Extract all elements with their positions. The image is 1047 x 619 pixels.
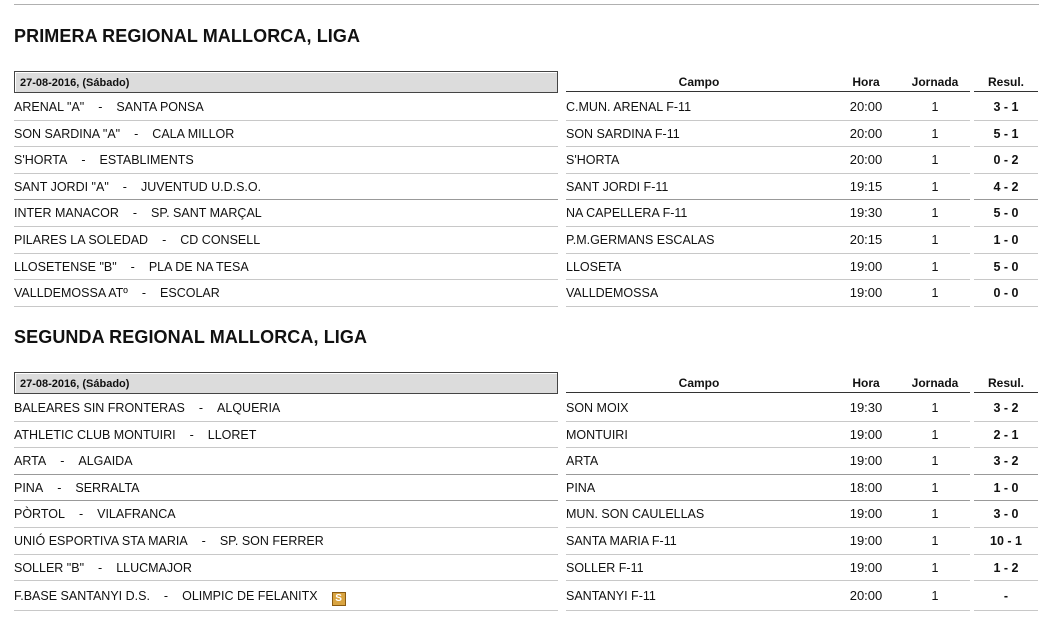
- table-row: [14, 448, 1039, 475]
- away-team: ESCOLAR: [160, 286, 220, 301]
- header-jornada: Jornada: [900, 376, 970, 393]
- home-team: PÒRTOL: [14, 507, 65, 522]
- table-row: [14, 280, 1039, 307]
- home-team: INTER MANACOR: [14, 206, 119, 221]
- jornada-cell: 1: [900, 395, 970, 422]
- jornada-cell: 1: [900, 581, 970, 611]
- away-team: ESTABLIMENTS: [99, 153, 194, 168]
- jornada-cell: 1: [900, 174, 970, 201]
- team-separator: -: [130, 259, 135, 274]
- match-teams[interactable]: [14, 200, 558, 227]
- resul-cell: 3 - 0: [974, 501, 1038, 528]
- jornada-cell: 1: [900, 200, 970, 227]
- jornada-cell: 1: [900, 422, 970, 449]
- away-team: SERRALTA: [75, 480, 140, 495]
- match-teams[interactable]: [14, 254, 558, 281]
- campo-cell: VALLDEMOSSA: [566, 280, 832, 307]
- match-teams[interactable]: [14, 555, 558, 582]
- campo-cell: SOLLER F-11: [566, 555, 832, 582]
- table-row: [14, 200, 1039, 227]
- date-header: 27-08-2016, (Sábado): [14, 372, 558, 394]
- home-team: S'HORTA: [14, 153, 68, 168]
- home-team: VALLDEMOSSA ATº: [14, 286, 128, 301]
- table-header: [14, 71, 1039, 93]
- header-jornada: Jornada: [900, 75, 970, 92]
- table-row: [14, 227, 1039, 254]
- hora-cell: 19:00: [832, 280, 900, 307]
- team-separator: -: [132, 206, 138, 221]
- header-resul: Resul.: [974, 75, 1038, 92]
- home-team: SOLLER "B": [14, 560, 85, 575]
- away-team: CD CONSELL: [180, 232, 261, 247]
- jornada-cell: 1: [900, 94, 970, 121]
- campo-cell: SANT JORDI F-11: [566, 174, 832, 201]
- top-divider: [14, 4, 1039, 5]
- jornada-cell: 1: [900, 227, 970, 254]
- resul-cell: 1 - 2: [974, 555, 1038, 582]
- campo-cell: SANTANYI F-11: [566, 581, 832, 611]
- match-teams[interactable]: [14, 174, 558, 201]
- match-teams[interactable]: [14, 581, 558, 611]
- hora-cell: 19:15: [832, 174, 900, 201]
- table-row: [14, 174, 1039, 201]
- s-badge-icon[interactable]: S: [332, 592, 346, 606]
- team-separator: -: [60, 454, 65, 469]
- hora-cell: 19:00: [832, 501, 900, 528]
- team-separator: -: [163, 589, 169, 604]
- home-team: ARTA: [14, 454, 47, 469]
- table-header: [14, 372, 1039, 394]
- jornada-cell: 1: [900, 555, 970, 582]
- home-team: SON SARDINA "A": [14, 126, 121, 141]
- home-team: UNIÓ ESPORTIVA STA MARIA: [14, 533, 188, 548]
- match-teams[interactable]: [14, 448, 558, 475]
- match-teams[interactable]: [14, 94, 558, 121]
- home-team: SANT JORDI "A": [14, 179, 109, 194]
- jornada-cell: 1: [900, 475, 970, 502]
- home-team: LLOSETENSE "B": [14, 259, 117, 274]
- home-team: PILARES LA SOLEDAD: [14, 232, 149, 247]
- hora-cell: 20:00: [832, 94, 900, 121]
- jornada-cell: 1: [900, 448, 970, 475]
- home-team: ATHLETIC CLUB MONTUIRI: [14, 427, 176, 442]
- hora-cell: 19:00: [832, 448, 900, 475]
- resul-cell: 1 - 0: [974, 475, 1038, 502]
- table-row: [14, 528, 1039, 555]
- team-separator: -: [81, 153, 86, 168]
- away-team: JUVENTUD U.D.S.O.: [140, 179, 262, 194]
- away-team: ALGAIDA: [78, 454, 133, 469]
- jornada-cell: 1: [900, 254, 970, 281]
- away-team: LLUCMAJOR: [116, 560, 192, 575]
- away-team: PLA DE NA TESA: [148, 259, 249, 274]
- team-separator: -: [122, 179, 127, 194]
- resul-cell: 3 - 2: [974, 395, 1038, 422]
- campo-cell: NA CAPELLERA F-11: [566, 200, 832, 227]
- jornada-cell: 1: [900, 280, 970, 307]
- table-row: [14, 395, 1039, 422]
- match-teams[interactable]: [14, 121, 558, 148]
- away-team: OLIMPIC DE FELANITX: [182, 589, 318, 604]
- campo-cell: C.MUN. ARENAL F-11: [566, 94, 832, 121]
- league-title: SEGUNDA REGIONAL MALLORCA, LIGA: [14, 327, 368, 347]
- match-teams[interactable]: [14, 528, 558, 555]
- campo-cell: P.M.GERMANS ESCALAS: [566, 227, 832, 254]
- campo-cell: MUN. SON CAULELLAS: [566, 501, 832, 528]
- table-row: [14, 581, 1039, 611]
- matches-table: [14, 395, 1039, 611]
- campo-cell: MONTUIRI: [566, 422, 832, 449]
- match-teams[interactable]: [14, 395, 558, 422]
- match-teams[interactable]: [14, 147, 558, 174]
- hora-cell: 20:00: [832, 121, 900, 148]
- team-separator: -: [78, 507, 84, 522]
- jornada-cell: 1: [900, 147, 970, 174]
- hora-cell: 19:00: [832, 254, 900, 281]
- hora-cell: 19:30: [832, 395, 900, 422]
- resul-cell: 5 - 1: [974, 121, 1038, 148]
- resul-cell: 4 - 2: [974, 174, 1038, 201]
- hora-cell: 20:00: [832, 581, 900, 611]
- league-title: PRIMERA REGIONAL MALLORCA, LIGA: [14, 26, 361, 46]
- table-row: [14, 501, 1039, 528]
- hora-cell: 20:00: [832, 147, 900, 174]
- team-separator: -: [141, 286, 147, 301]
- header-campo: Campo: [566, 75, 832, 92]
- date-header: 27-08-2016, (Sábado): [14, 71, 558, 93]
- jornada-cell: 1: [900, 528, 970, 555]
- hora-cell: 18:00: [832, 475, 900, 502]
- match-teams[interactable]: [14, 501, 558, 528]
- team-separator: -: [134, 126, 139, 141]
- home-team: BALEARES SIN FRONTERAS: [14, 401, 185, 415]
- match-teams[interactable]: [14, 227, 558, 254]
- header-hora: Hora: [832, 75, 900, 92]
- campo-cell: SANTA MARIA F-11: [566, 528, 832, 555]
- header-campo: Campo: [566, 376, 832, 393]
- away-team: SP. SON FERRER: [219, 533, 324, 548]
- resul-cell: 5 - 0: [974, 200, 1038, 227]
- home-team: F.BASE SANTANYI D.S.: [14, 589, 150, 604]
- table-row: [14, 555, 1039, 582]
- resul-cell: 10 - 1: [974, 528, 1038, 555]
- away-team: SP. SANT MARÇAL: [151, 206, 262, 221]
- team-separator: -: [57, 480, 62, 495]
- table-row: [14, 254, 1039, 281]
- hora-cell: 20:15: [832, 227, 900, 254]
- resul-cell: 2 - 1: [974, 422, 1038, 449]
- hora-cell: 19:30: [832, 200, 900, 227]
- resul-cell: 5 - 0: [974, 254, 1038, 281]
- resul-cell: 3 - 1: [974, 94, 1038, 121]
- resul-cell: 0 - 2: [974, 147, 1038, 174]
- hora-cell: 19:00: [832, 555, 900, 582]
- team-separator: -: [98, 560, 103, 575]
- jornada-cell: 1: [900, 121, 970, 148]
- match-teams[interactable]: [14, 422, 558, 449]
- away-team: ALQUERIA: [217, 401, 281, 415]
- resul-cell: 3 - 2: [974, 448, 1038, 475]
- away-team: SANTA PONSA: [116, 100, 204, 114]
- campo-cell: LLOSETA: [566, 254, 832, 281]
- hora-cell: 19:00: [832, 422, 900, 449]
- campo-cell: ARTA: [566, 448, 832, 475]
- table-row: [14, 422, 1039, 449]
- header-resul: Resul.: [974, 376, 1038, 393]
- resul-cell: 0 - 0: [974, 280, 1038, 307]
- match-teams[interactable]: [14, 280, 558, 307]
- away-team: CALA MILLOR: [152, 126, 235, 141]
- away-team: LLORET: [207, 427, 257, 442]
- home-team: PINA: [14, 480, 44, 495]
- campo-cell: SON MOIX: [566, 395, 832, 422]
- table-row: [14, 121, 1039, 148]
- campo-cell: S'HORTA: [566, 147, 832, 174]
- jornada-cell: 1: [900, 501, 970, 528]
- table-row: [14, 475, 1039, 502]
- team-separator: -: [162, 232, 167, 247]
- header-hora: Hora: [832, 376, 900, 393]
- campo-cell: PINA: [566, 475, 832, 502]
- team-separator: -: [201, 533, 206, 548]
- match-teams[interactable]: [14, 475, 558, 502]
- matches-table: [14, 94, 1039, 307]
- away-team: VILAFRANCA: [97, 507, 176, 522]
- table-row: [14, 94, 1039, 121]
- team-separator: -: [198, 401, 204, 415]
- campo-cell: SON SARDINA F-11: [566, 121, 832, 148]
- resul-cell: -: [974, 581, 1038, 611]
- hora-cell: 19:00: [832, 528, 900, 555]
- resul-cell: 1 - 0: [974, 227, 1038, 254]
- team-separator: -: [98, 100, 103, 114]
- table-row: [14, 147, 1039, 174]
- team-separator: -: [189, 427, 194, 442]
- home-team: ARENAL "A": [14, 100, 85, 114]
